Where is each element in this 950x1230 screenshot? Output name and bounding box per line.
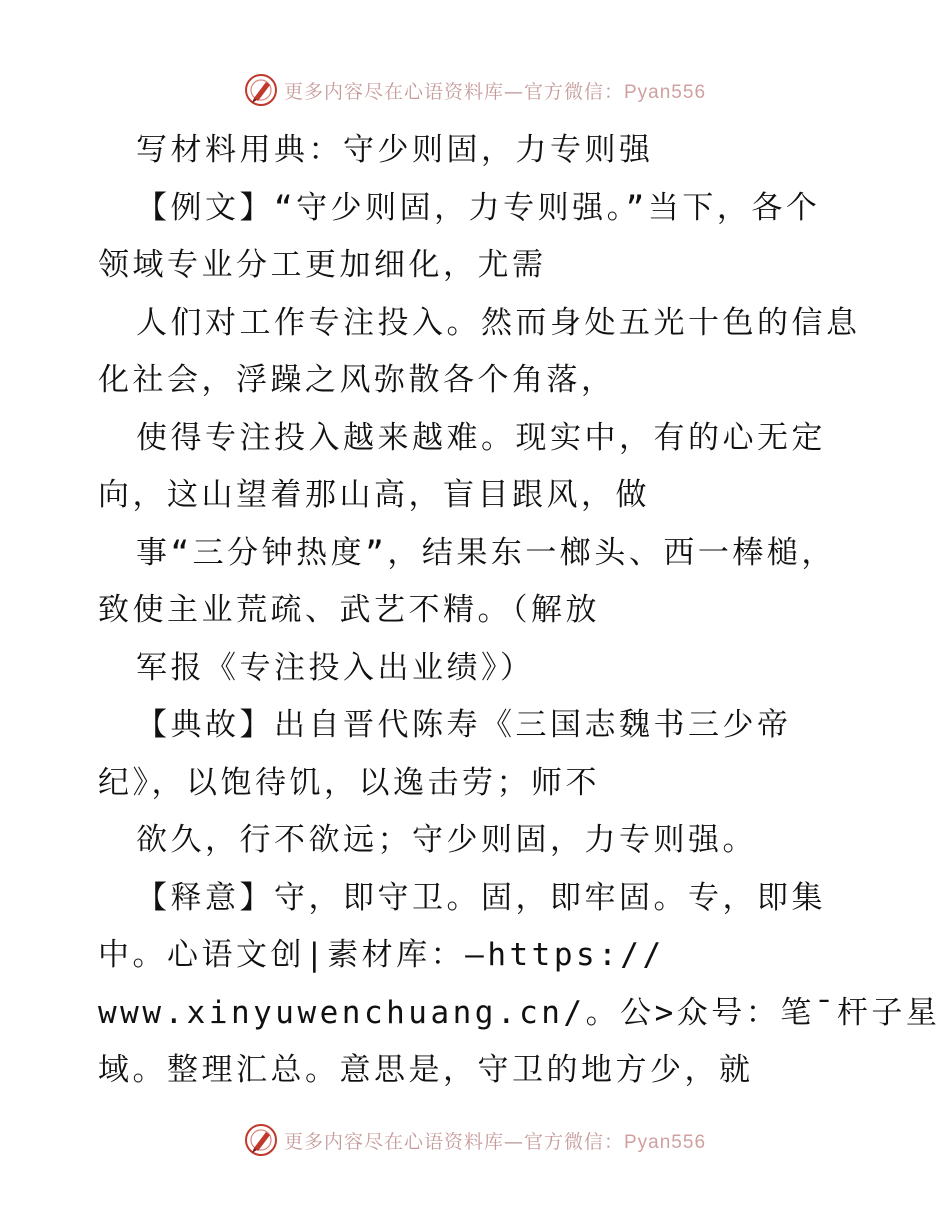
body-line: www.xinyuwenchuang.cn/。公>众号：笔¯杆子星 xyxy=(98,994,941,1031)
footer-banner-text xyxy=(284,1127,706,1154)
body-line: 军报《专注投入出业绩》） xyxy=(136,649,535,686)
header-banner xyxy=(0,70,950,110)
pen-logo-icon xyxy=(244,73,278,107)
header-banner-slogan: 更多内容尽在心语资料库 xyxy=(283,80,504,103)
body-line: 事“三分钟热度”，结果东一榔头、西一棒槌， xyxy=(136,534,836,571)
body-line: 人们对工作专注投入。然而身处五光十色的信息 xyxy=(136,304,861,341)
body-line: 纪》，以饱待饥，以逸击劳；师不 xyxy=(98,764,600,801)
body-line: 域。整理汇总。意思是，守卫的地方少，就 xyxy=(98,1052,754,1088)
body-line: 中。心语文创|素材库：—https:// xyxy=(98,937,665,973)
body-line: 【典故】出自晋代陈寿《三国志魏书三少帝 xyxy=(136,707,792,743)
body-line: 【例文】“守少则固，力专则强。”当下，各个 xyxy=(136,189,821,226)
body-line: 欲久，行不欲远；守少则固，力专则强。 xyxy=(136,822,757,858)
body-line: 【释意】守，即守卫。固，即牢固。专，即集 xyxy=(136,879,826,916)
header-banner-suffix: 官方微信： xyxy=(523,80,624,103)
body-line: 化社会，浮躁之风弥散各个角落， xyxy=(98,362,616,398)
header-banner-separator: — xyxy=(503,80,524,103)
footer-banner-account: Pyan556 xyxy=(624,1131,707,1153)
pen-logo-icon xyxy=(244,1123,278,1157)
body-line: 致使主业荒疏、武艺不精。（解放 xyxy=(98,592,600,628)
body-line: 写材料用典：守少则固，力专则强 xyxy=(136,132,654,168)
footer-banner xyxy=(0,1120,950,1160)
body-line: 领域专业分工更加细化，尤需 xyxy=(98,247,547,283)
footer-banner-suffix: 官方微信： xyxy=(523,1130,624,1153)
header-banner-account: Pyan556 xyxy=(624,81,707,103)
body-line: 向，这山望着那山高，盲目跟风，做 xyxy=(98,477,650,513)
body-line: 使得专注投入越来越难。现实中，有的心无定 xyxy=(136,419,826,456)
header-banner-text xyxy=(284,77,706,104)
footer-banner-separator: — xyxy=(503,1130,524,1153)
footer-banner-slogan: 更多内容尽在心语资料库 xyxy=(283,1130,504,1153)
document-body xyxy=(98,122,941,1100)
